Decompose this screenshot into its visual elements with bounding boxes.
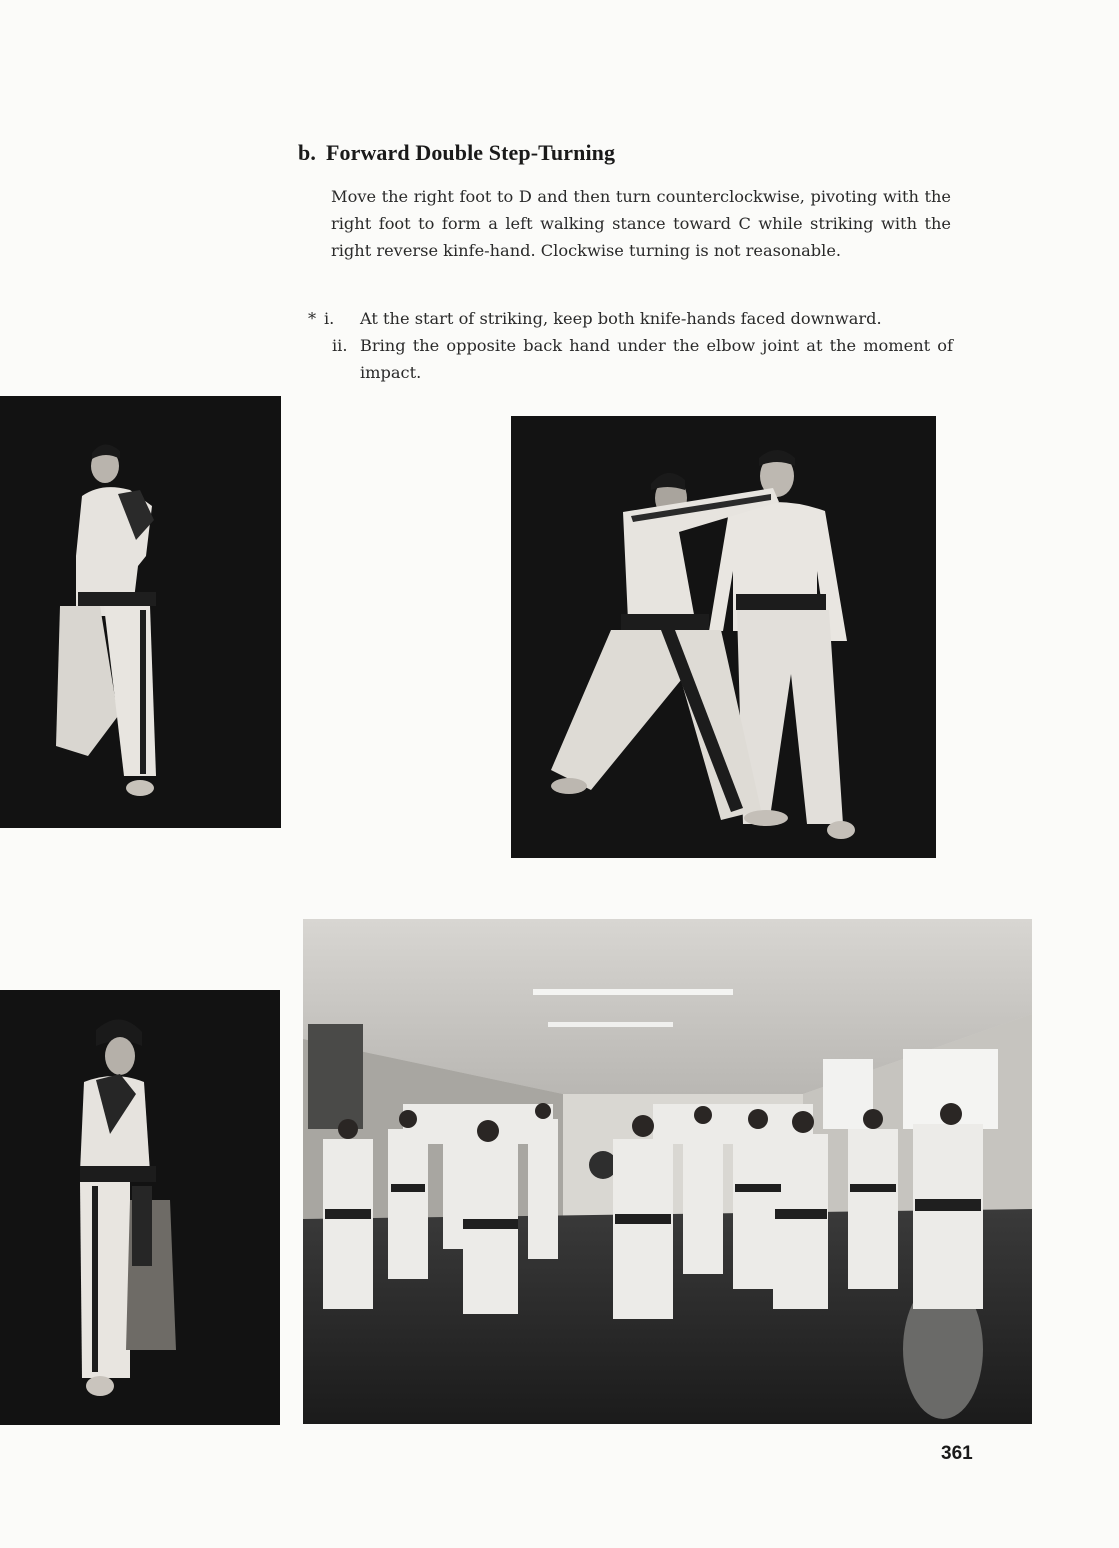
section-title: Forward Double Step-Turning [325,140,616,165]
notes-list [308,305,953,386]
note-text: At the start of striking, keep both knife-hands faced downward. [360,309,882,328]
note-numeral: ii. [332,336,348,355]
photo-knife-hand-strike [511,416,936,858]
note-item [308,332,953,386]
section-heading [298,140,615,166]
asterisk-marker: * [308,309,317,328]
section-marker: b. [298,140,316,165]
photo-dojo-class [303,919,1032,1424]
note-text: Bring the opposite back hand under the elbow joint at the moment of impact. [360,336,953,382]
note-numeral: i. [324,309,335,328]
photo-single-stance-top [0,396,281,828]
body-paragraph: Move the right foot to D and then turn counterclockwise, pivoting with the right foot to form a left walking stance toward C while striking with the right reverse kinfe-hand. Clockwise turning is not reasonable. [331,187,951,260]
page-number: 361 [941,1443,973,1464]
note-item [308,305,953,332]
photo-single-stance-bottom [0,990,280,1425]
